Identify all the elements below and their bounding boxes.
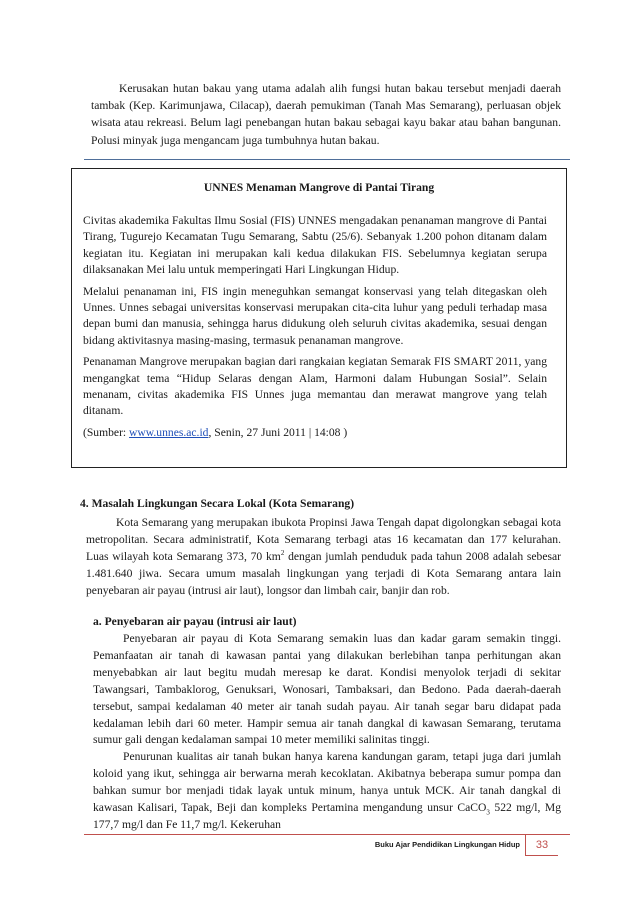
footer-divider <box>84 834 570 835</box>
news-box-body <box>83 213 547 441</box>
section-4-body <box>86 514 561 599</box>
section-4-paragraph <box>86 514 561 599</box>
subsection-a-text-b: 522 mg/l, Mg 177,7 mg/l dan Fe 11,7 mg/l. Kekeruhan <box>93 801 561 831</box>
source-suffix: , Senin, 27 Juni 2011 | 14:08 ) <box>208 425 348 439</box>
news-paragraph-3: Penanaman Mangrove merupakan bagian dari rangkaian kegiatan Semarak FIS SMART 2011, yang mengangkat tema “Hidup Selaras dengan Alam, Harmoni dalam Hubungan Sosial”. Selain menanam, civitas akademika FIS Unnes juga memantau dan merawat mangrove yang telah ditanam. <box>83 355 547 418</box>
source-link[interactable]: www.unnes.ac.id <box>129 425 209 439</box>
section-4-heading: 4. Masalah Lingkungan Secara Lokal (Kota Semarang) <box>80 497 355 510</box>
news-box-title: UNNES Menaman Mangrove di Pantai Tirang <box>203 181 435 194</box>
subsection-a-paragraph-2 <box>93 749 561 834</box>
news-source <box>83 425 547 441</box>
subsection-a-heading: a. Penyebaran air payau (intrusi air laut) <box>93 615 297 628</box>
superscript-2: 2 <box>280 549 285 558</box>
page-number: 33 <box>525 835 558 856</box>
news-paragraph-2: Melalui penanaman ini, FIS ingin meneguhkan semangat konservasi yang telah ditegaskan oleh Unnes. Unnes sebagai universitas konservasi merupakan cita-cita luhur yang peduli terhadap masa depan bumi dan manusia, sehingga harus didukung oleh seluruh civitas akademika, sesuai dengan bidang aktivitasnya masing-masing, termasuk penanaman mangrove. <box>83 284 547 347</box>
source-prefix: (Sumber: <box>83 425 130 439</box>
subsection-a-text-a: Penurunan kualitas air tanah bukan hanya karena kandungan garam, tetapi juga dari jumlah koloid yang ikut, sehingga air berwarna merah kecoklatan. Akibatnya beberapa sumur pompa dan bahkan sumur bor menjadi tidak layak untuk minum, hanya untuk MCK. Air tanah dangkal di kawasan Kalisari, Tapak, Beji dan kompleks Pertamina mengandung unsur CaCO <box>93 750 561 815</box>
subsection-a-paragraph-1: Penyebaran air payau di Kota Semarang semakin luas dan kadar garam semakin tinggi. Pemanfaatan air tanah di kawasan pantai yang dilakukan berlebihan tanpa perhitungan akan menyebabkan air laut begitu mudah meresap ke darat. Kondisi menyolok terjadi di sekitar Tawangsari, Tambaklorog, Genuksari, Wonosari, Tambaksari, dan Bedono. Pada daerah-daerah tersebut, sampai kedalaman 40 meter air tanah sudah payau. Air tanah segar baru didapat pada kedalaman lebih dari 60 meter. Hampir semua air tanah dangkal di kawasan Semarang, terutama sumur gali dengan kedalaman sampai 10 meter memiliki salinitas tinggi. <box>93 632 561 747</box>
subscript-3: 3 <box>486 808 490 817</box>
footer-book-title: Buku Ajar Pendidikan Lingkungan Hidup <box>374 840 520 849</box>
intro-paragraph-block <box>91 80 561 149</box>
intro-paragraph: Kerusakan hutan bakau yang utama adalah alih fungsi hutan bakau tersebut menjadi daerah tambak (Kep. Karimunjawa, Cilacap), daerah pemukiman (Tanah Mas Semarang), perluasan objek wisata atau rekreasi. Belum lagi penebangan hutan bakau sebagai kayu bakar atau bahan bangunan. Polusi minyak juga mengancam juga tumbuhnya hutan bakau. <box>91 82 561 147</box>
news-box <box>71 168 567 468</box>
intro-divider <box>84 159 570 160</box>
subsection-a-body <box>93 631 561 834</box>
section-4-text-b: dengan jumlah penduduk pada tahun 2008 adalah sebesar 1.481.640 jiwa. Secara umum masalah lingkungan yang terjadi di Kota Semarang antara lain penyebaran air payau (intrusi air laut), longsor dan limbah cair, banjir dan rob. <box>86 550 561 597</box>
news-paragraph-1: Civitas akademika Fakultas Ilmu Sosial (FIS) UNNES mengadakan penanaman mangrove di Pantai Tirang, Tugurejo Kecamatan Tugu Semarang, Sabtu (25/6). Sebanyak 1.200 pohon ditanam dalam kegiatan itu. Kegiatan ini merupakan kali kedua dilakukan FIS. Sebelumnya kegiatan serupa dilaksanakan Mei lalu untuk memperingati Hari Lingkungan Hidup. <box>83 214 547 277</box>
section-4-text-a: Kota Semarang yang merupakan ibukota Propinsi Jawa Tengah dapat digolongkan sebagai kota metropolitan. Secara administratif, Kota Semarang terbagi atas 16 kecamatan dan 177 kelurahan. Luas wilayah kota Semarang 373, 70 km <box>86 516 561 563</box>
